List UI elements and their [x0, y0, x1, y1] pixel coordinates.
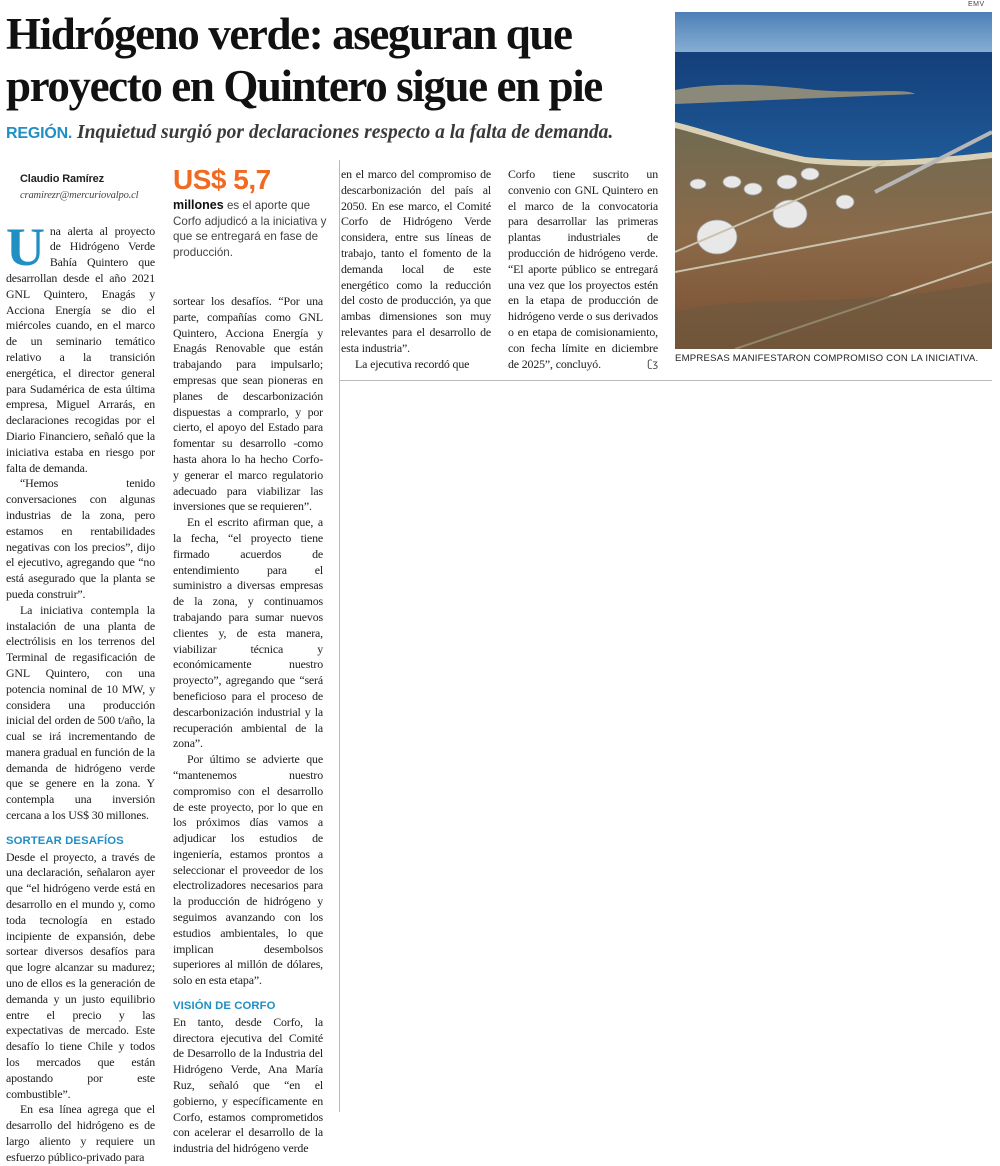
- lead-text: na alerta al proyecto de Hidrógeno Verde Bahía Quintero que desarrollan desde el año 2021 GNL Quintero, Enagás y Acciona Energía se dio el miércoles cuando, en el marco de un seminario temático relativo a la transición energética, el director general para Sudamérica de esta última empresa, Miguel Arrarás, en declaraciones recogidas por el Diario Financiero, señaló que la iniciativa estaba en riesgo por falta de demanda.: [6, 223, 155, 475]
- closing-text: Corfo tiene suscrito un convenio con GNL Quintero en el marco de la convocatoria para desarrollar las primeras plantas industriales de producción de hidrógeno verde. “El aporte público se entregará una vez que los proyectos estén en la etapa de producción de hidrógeno verde o sus derivados o en etapa de comisionamiento, con fecha límite en diciembre de 2025”, concluyó.: [508, 167, 658, 371]
- end-mark: ʗӡ: [647, 358, 658, 370]
- column-2: [173, 294, 323, 1157]
- region-label: REGIÓN.: [6, 125, 73, 142]
- kicker: [6, 120, 666, 147]
- paragraph: En el escrito afirman que, a la fecha, “el proyecto tiene firmado acuerdos de entendimiento para el suministro a diversas empresas de la zona, y continuamos trabajando para sumar nuevos clientes y, de esta manera, viabilizar técnica y económicamente nuestro proyecto”, agregando que “será beneficioso para el proceso de descarbonización industrial y la recuperación ambiental de la zona”.: [173, 515, 323, 751]
- paragraph: La iniciativa contempla la instalación de una planta de electrólisis en los terrenos del Terminal de regasificación de GNL Quintero, con una potencia nominal de 10 MW, y considera una producción inicial del orden de 500 t/año, la cual se irá incrementando de manera gradual en función de la demanda de hidrógeno verde que se genere en la zona. Y contempla una inversión cercana a los US$ 30 millones.: [6, 602, 155, 823]
- paragraph: En tanto, desde Corfo, la directora ejecutiva del Comité de Desarrollo de la Industria del Hidrógeno Verde, Ana María Ruz, señaló que “en el gobierno, y específicamente en Corfo, estamos comprometidos con acelerar el desarrollo de la industria del hidrógeno verde: [173, 1014, 323, 1156]
- photo-credit: EMV: [968, 1, 985, 8]
- divider-bottom: [340, 380, 992, 381]
- divider-left: [339, 160, 340, 1112]
- kicker-text: Inquietud surgió por declaraciones respecto a la falta de demanda.: [77, 122, 614, 143]
- lead-paragraph: [6, 216, 155, 477]
- drop-cap: U: [6, 216, 45, 277]
- paragraph: La ejecutiva recordó que: [355, 356, 470, 371]
- aerial-photo-image: [675, 12, 992, 349]
- column-3: [341, 167, 491, 372]
- photo-caption: EMPRESAS MANIFESTARON COMPROMISO CON LA INICIATIVA.: [675, 353, 979, 364]
- paragraph: sortear los desafíos. “Por una parte, compañías como GNL Quintero, Acciona Energía y Enagás Renovable que están trabajando para impulsarlo; empresas que sean pioneras en planes de descarbonización dispuestas a comprarlo, y por cierto, el apoyo del Estado para fomentar su desarrollo -como hasta ahora lo ha hecho Corfo- y generar el marco regulatorio adecuado para viabilizar las inversiones que se requieren”.: [173, 294, 323, 514]
- subhead-vision-de-corfo: VISIÓN DE CORFO: [173, 1000, 276, 1013]
- paragraph: Desde el proyecto, a través de una declaración, señalaron ayer que “el hidrógeno verde está en desarrollo en el mundo y, como toda tecnología en estado incipiente de expansión, debe sortear diversos desafíos para que logre alcanzar su madurez; uno de ellos es la generación de demanda y un justo equilibrio entre el precio y las expectativas de mercado. Este desafío lo tiene Chile y todos los mercados que están apostando por este combustible”.: [6, 849, 155, 1101]
- column-4: [508, 167, 658, 372]
- fact-box: [173, 164, 333, 260]
- fact-unit: millones: [173, 198, 224, 212]
- paragraph: “Hemos tenido conversaciones con algunas industrias de la zona, pero estamos en rentabilidades negativas con los precios”, dijo el ejecutivo, agregando que “no está asegurado que la planta se pueda construir”.: [6, 476, 155, 601]
- fact-text: es el aporte que Corfo adjudicó a la iniciativa y que se entregará en fase de producción.: [173, 199, 327, 259]
- paragraph: En esa línea agrega que el desarrollo del hidrógeno es de largo aliento y requiere un esfuerzo público-privado para: [6, 1102, 155, 1164]
- column-1: [6, 172, 155, 1166]
- author-name: Claudio Ramírez: [20, 173, 104, 185]
- paragraph: Por último se advierte que “mantenemos nuestro compromiso con el desarrollo de este proyecto, por lo que en los próximos días vamos a adjudicar los estudios de ingeniería, estamos prontos a seleccionar el proveedor de los electrolizadores necesarios para la producción de hidrógeno y seguimos avanzando con los estudios ambientales, lo que implican desembolsos superiores al millón de dólares, solo en esta etapa”.: [173, 752, 323, 988]
- aerial-photo: [675, 12, 992, 349]
- fact-description: [173, 198, 333, 260]
- headline: Hidrógeno verde: aseguran que proyecto en Quintero sigue en pie: [6, 9, 602, 111]
- fact-amount: US$ 5,7: [173, 164, 271, 195]
- subhead-sortear-desafios: SORTEAR DESAFÍOS: [6, 834, 124, 847]
- paragraph: en el marco del compromiso de descarbonización del país al 2050. En ese marco, el Comité Corfo de Hidrógeno Verde considera, entre sus líneas de trabajo, tanto el fomento de la demanda local de este energético como la reducción del costo de producción, ya que ambas dimensiones son muy relevantes para el desarrollo de esta industria”.: [341, 167, 491, 355]
- author-email: cramirezr@mercuriovalpo.cl: [20, 189, 139, 201]
- paragraph: [508, 167, 658, 372]
